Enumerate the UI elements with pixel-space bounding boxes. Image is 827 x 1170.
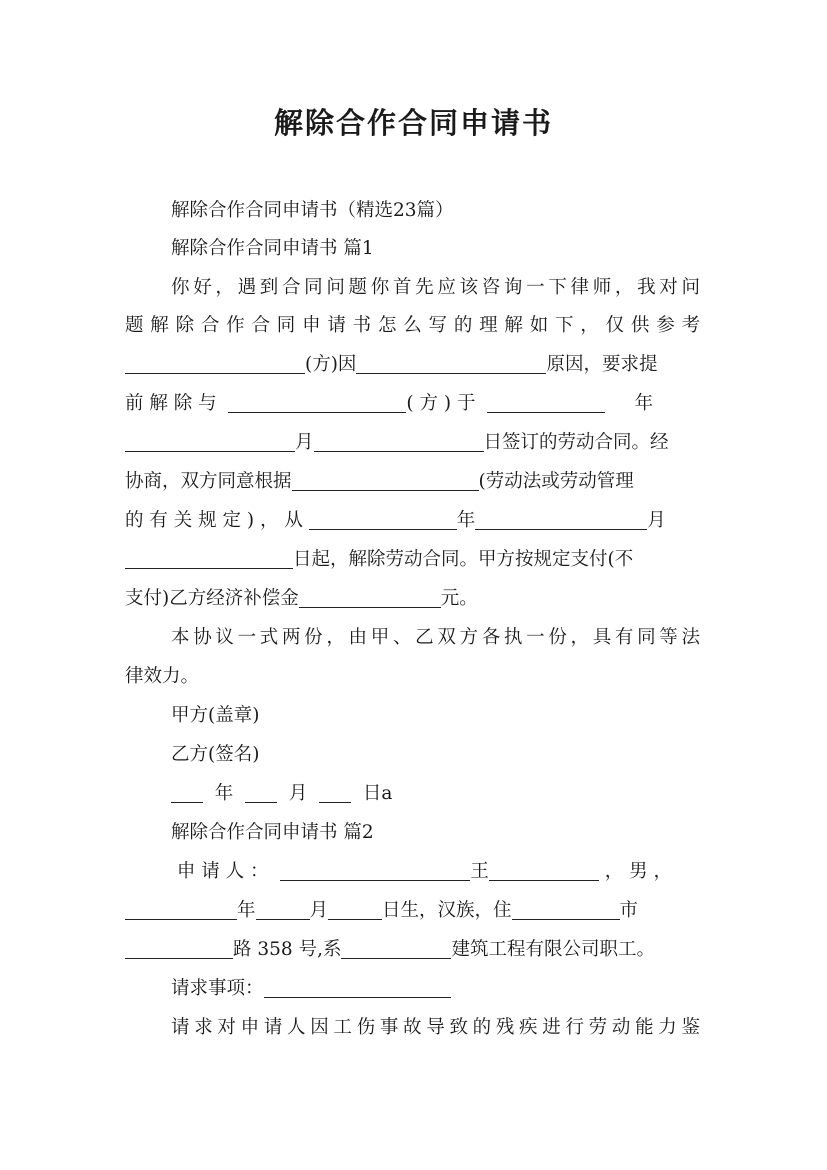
body-line: 年 月 日生，汉族，住 市: [125, 898, 700, 924]
body-line: 本协议一式两份，由甲、乙双方各执一份，具有同等法: [171, 627, 700, 648]
document-title: 解除合作合同申请书: [273, 106, 553, 140]
body-line: 协商，双方同意根据 (劳动法或劳动管理: [125, 471, 634, 492]
body-line: 支付)乙方经济补偿金 元。: [125, 588, 478, 609]
section-heading-1: 解除合作合同申请书 篇1: [171, 238, 374, 259]
body-line: 月 日签订的劳动合同。经: [125, 430, 700, 456]
blank-field: [125, 432, 295, 452]
blank-field: [341, 939, 451, 959]
blank-field: [264, 978, 451, 998]
blank-field: [228, 393, 406, 413]
body-line: 律效力。: [125, 666, 200, 687]
body-line: 路 358 号,系 建筑工程有限公司职工。: [125, 937, 700, 963]
body-line: 的 有 关 规 定 ) ， 从 年 月: [125, 510, 666, 531]
blank-field: [125, 354, 305, 374]
body-line: 前 解 除 与 ( 方 ) 于 年: [125, 393, 654, 414]
blank-field: [256, 900, 310, 920]
blank-field: [125, 900, 237, 920]
blank-field: [512, 900, 620, 920]
blank-field: [245, 783, 277, 803]
body-line: 你好，遇到合同问题你首先应该咨询一下律师，我对问: [171, 277, 700, 298]
blank-field: [280, 861, 470, 881]
body-line: 题解除合作合同申请书怎么写的理解如下，仅供参考: [125, 315, 700, 336]
date-line: 年 月 日a: [171, 781, 700, 807]
blank-field: [125, 939, 233, 959]
blank-field: [356, 354, 546, 374]
blank-field: [475, 510, 647, 530]
blank-field: [125, 549, 293, 569]
body-line: 申 请 人 ： 王 ， 男 ，: [176, 861, 672, 882]
blank-field: [171, 783, 203, 803]
section-heading-2: 解除合作合同申请书 篇2: [171, 822, 374, 843]
party-a-seal: 甲方(盖章): [171, 705, 260, 726]
blank-field: [319, 783, 351, 803]
body-line: 日起，解除劳动合同。甲方按规定支付(不: [125, 547, 700, 573]
blank-field: [299, 588, 441, 608]
blank-field: [309, 510, 457, 530]
subtitle-line: 解除合作合同申请书（精选23篇）: [171, 200, 454, 221]
blank-field: [328, 900, 382, 920]
blank-field: [292, 471, 479, 491]
body-line: 请求事项：: [171, 976, 700, 1002]
blank-field: [489, 861, 599, 881]
party-b-signature: 乙方(签名): [171, 744, 260, 765]
blank-field: [487, 393, 605, 413]
blank-field: [314, 432, 484, 452]
body-line: (方)因 原因，要求提: [125, 352, 700, 378]
body-line: 请求对申请人因工伤事故导致的残疾进行劳动能力鉴: [171, 1017, 700, 1038]
